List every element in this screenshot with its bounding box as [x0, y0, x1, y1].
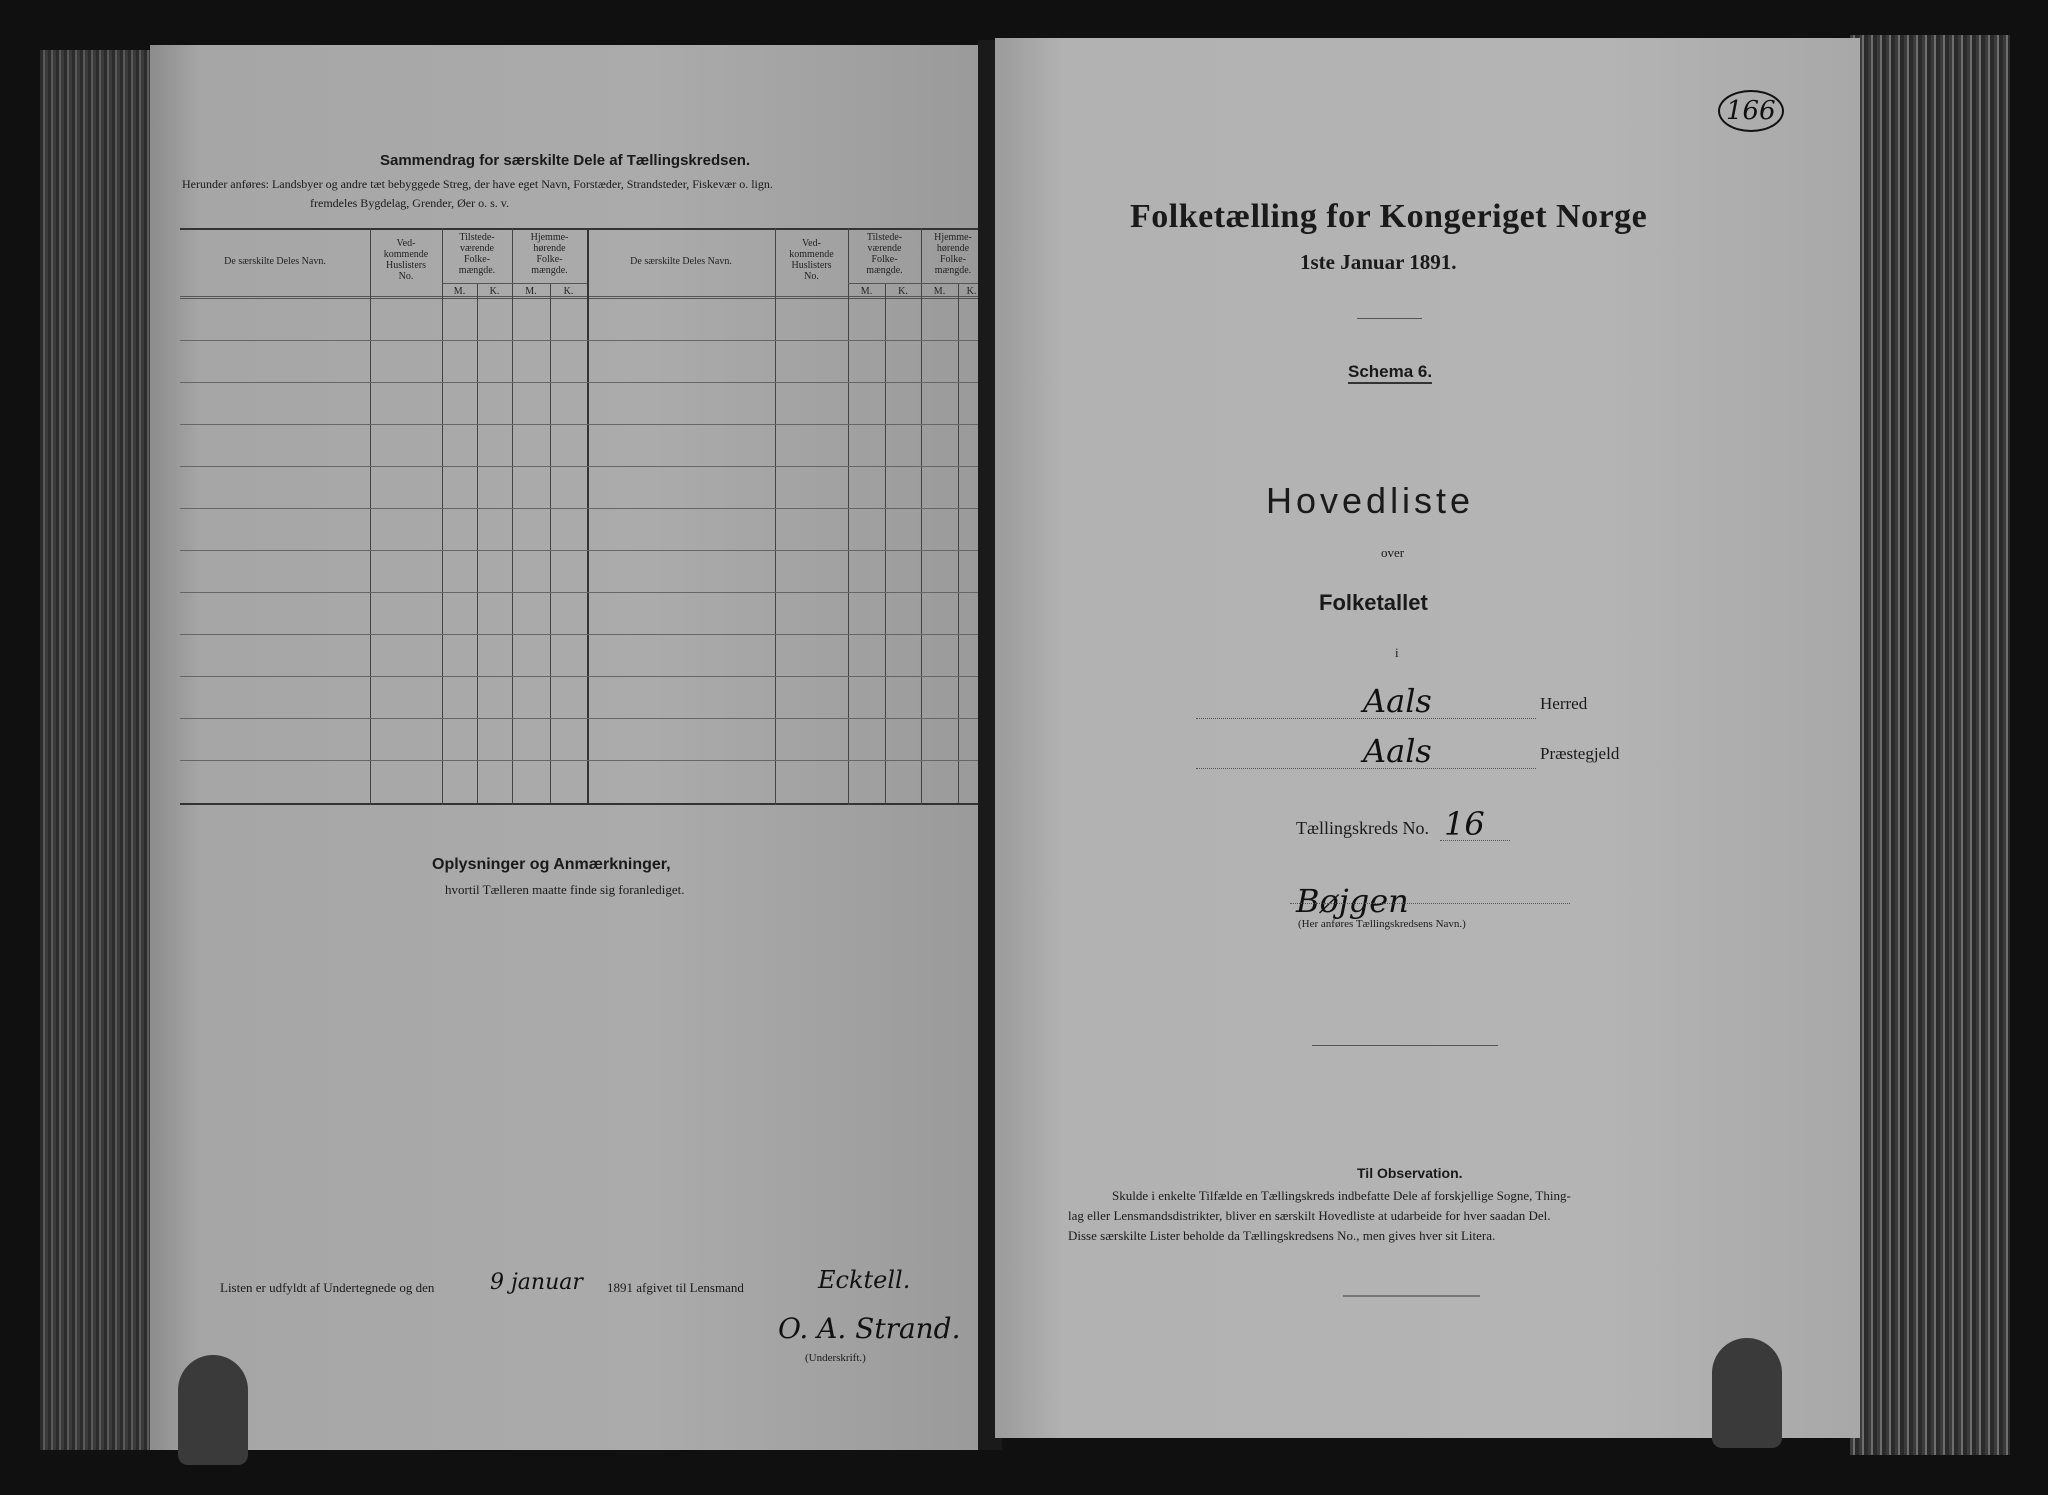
- lensmand-name: Ecktell.: [818, 1266, 911, 1294]
- header-name-right: De særskilte Deles Navn.: [630, 256, 732, 267]
- herred-value: Aals: [1363, 682, 1432, 720]
- notes-subtitle: hvortil Tælleren maatte finde sig foranlediget.: [445, 882, 685, 897]
- header-k: K.: [966, 286, 977, 297]
- thumb-right: [1712, 1338, 1782, 1448]
- notes-title: Oplysninger og Anmærkninger,: [432, 856, 671, 873]
- header-k: K.: [898, 286, 908, 297]
- signature-date: 9 januar: [490, 1270, 583, 1295]
- observation-title: Til Observation.: [1357, 1165, 1463, 1181]
- kreds-label: Tællingskreds No.: [1296, 818, 1429, 838]
- header-m: M.: [453, 286, 466, 297]
- summary-intro-line-1: Herunder anføres: Landsbyer og andre tæt bebyggede Streg, der have eget Navn, Forstæder, Strandsteder, Fiskevær o. lign.: [182, 177, 773, 191]
- prestegjeld-value: Aals: [1363, 732, 1432, 770]
- i-label: i: [1395, 645, 1399, 660]
- census-date: 1ste Januar 1891.: [1300, 250, 1457, 274]
- prestegjeld-label: Præstegjeld: [1540, 744, 1620, 763]
- book-edge-left: [40, 50, 160, 1450]
- header-k: K.: [489, 286, 500, 297]
- book-edge-right: [1850, 35, 2010, 1455]
- summary-title: Sammendrag for særskilte Dele af Tællingskredsen.: [380, 152, 751, 169]
- page-number: 166: [1718, 90, 1784, 132]
- header-present-left: Tilstede- værende Folke- mængde.: [458, 232, 496, 276]
- header-resident-right: Hjemme- hørende Folke- mængde.: [934, 232, 972, 276]
- header-k: K.: [563, 286, 574, 297]
- header-houses-right: Ved- kommende Huslisters No.: [789, 238, 834, 282]
- over-label: over: [1381, 545, 1405, 560]
- divider-3: [1343, 1295, 1480, 1297]
- census-title: Folketælling for Kongeriget Norge: [1130, 198, 1648, 235]
- signature-line-a: Listen er udfyldt af Undertegnede og den: [220, 1280, 435, 1295]
- observation-line-3: Disse særskilte Lister beholde da Tællingskredsens No., men gives hver sit Litera.: [1068, 1228, 1496, 1243]
- summary-intro-line-2: fremdeles Bygdelag, Grender, Øer o. s. v.: [310, 196, 510, 210]
- kreds-line: [1440, 840, 1510, 841]
- divider-2: [1312, 1045, 1498, 1046]
- header-houses-left: Ved- kommende Huslisters No.: [383, 238, 429, 282]
- header-resident-left: Hjemme- hørende Folke- mængde.: [530, 232, 569, 276]
- kreds-name-line: [1290, 903, 1570, 904]
- observation-line-2: lag eller Lensmandsdistrikter, bliver en særskilt Hovedliste at udarbeide for hver saadan Del.: [1068, 1208, 1551, 1223]
- header-m: M.: [933, 286, 946, 297]
- observation-line-1: Skulde i enkelte Tilfælde en Tællingskreds indbefatte Dele af forskjellige Sogne, Thing-: [1112, 1188, 1571, 1203]
- kreds-value: 16: [1444, 805, 1485, 843]
- kreds-name-caption: (Her anføres Tællingskredsens Navn.): [1298, 918, 1466, 930]
- signature-line-b: 1891 afgivet til Lensmand: [607, 1280, 744, 1295]
- signer-signature: O. A. Strand.: [778, 1312, 961, 1345]
- folketallet-label: Folketallet: [1319, 590, 1428, 615]
- signature-caption: (Underskrift.): [805, 1352, 866, 1364]
- list-title: Hovedliste: [1266, 480, 1475, 521]
- summary-table: [180, 228, 985, 808]
- header-m: M.: [860, 286, 873, 297]
- herred-label: Herred: [1540, 694, 1588, 713]
- header-m: M.: [525, 286, 537, 297]
- schema-label: Schema 6.: [1348, 362, 1432, 384]
- divider: [1357, 318, 1422, 319]
- header-name-left: De særskilte Deles Navn.: [224, 256, 326, 267]
- kreds-name-value: Bøjgen: [1296, 882, 1409, 920]
- thumb-left: [178, 1355, 248, 1465]
- header-present-right: Tilstede- værende Folke- mængde.: [866, 232, 903, 276]
